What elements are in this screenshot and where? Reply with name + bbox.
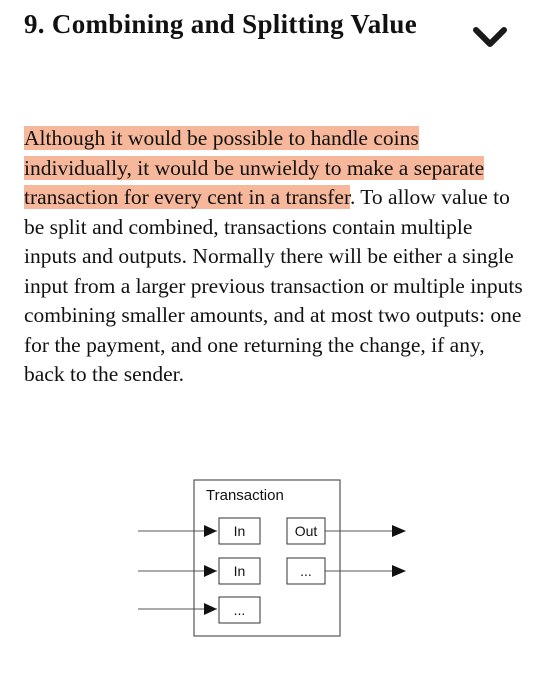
collapse-toggle-button[interactable] bbox=[468, 18, 512, 58]
output-label-2: ... bbox=[300, 563, 312, 579]
input-label-1: In bbox=[233, 523, 246, 539]
highlighted-passage: Although it would be possible to handle coins individually, it would be unwieldy to make a separate transaction for every cent in a transfer bbox=[24, 126, 485, 209]
output-arrowhead-2 bbox=[392, 565, 406, 577]
section-title: 9. Combining and Splitting Value bbox=[24, 9, 417, 39]
paragraph-text: . To allow value to be split and combined, transactions contain multiple inputs and outputs. Normally there will be either a single input from a larger previous transaction or multiple inputs combining smaller amounts, and at most two outputs: one for the payment, and one returning the change, if any, back to the sender. bbox=[24, 185, 523, 386]
transaction-diagram bbox=[130, 470, 420, 646]
output-label-1: Out bbox=[294, 523, 318, 539]
output-arrowhead-1 bbox=[392, 525, 406, 537]
transaction-label: Transaction bbox=[206, 487, 284, 504]
input-label-2: In bbox=[233, 563, 246, 579]
body-paragraph bbox=[24, 124, 524, 390]
input-label-3: ... bbox=[233, 602, 246, 618]
chevron-down-icon bbox=[468, 18, 512, 58]
section-header bbox=[24, 6, 464, 42]
